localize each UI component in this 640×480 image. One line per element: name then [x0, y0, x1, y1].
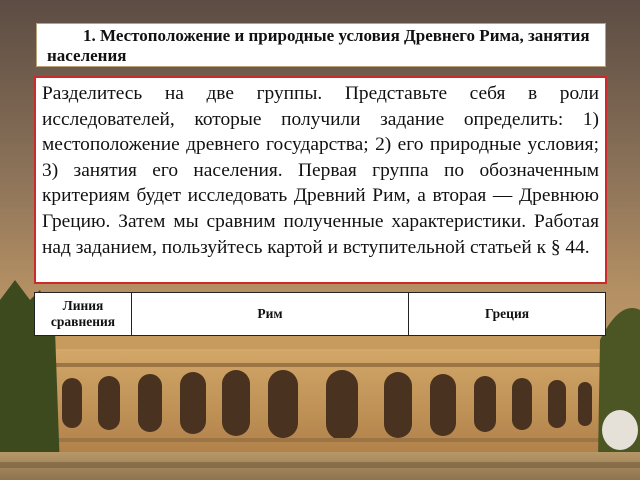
slide-title-text: 1. Местоположение и природные условия Древнего Рима, занятия населения [47, 26, 590, 65]
slide-title [36, 23, 606, 67]
header-greece: Греция [409, 293, 606, 336]
table-header-row [35, 293, 606, 336]
task-text-box [34, 76, 607, 284]
header-comparison-line: Линия сравнения [35, 293, 132, 336]
comparison-table [34, 292, 606, 336]
task-text: Разделитесь на две группы. Представьте себя в роли исследователей, которые получили задание определить: 1) местоположение древнего государства; 2) его природные условия; 3) занятия его населения. Первая группа по обозначенным критериям будет исследовать Древний Рим, а вторая — Древнюю Грецию. Затем мы сравним полученные характеристики. Работая над заданием, пользуйтесь картой и вступительной статьей к § 44. [42, 83, 599, 258]
header-rome: Рим [132, 293, 409, 336]
